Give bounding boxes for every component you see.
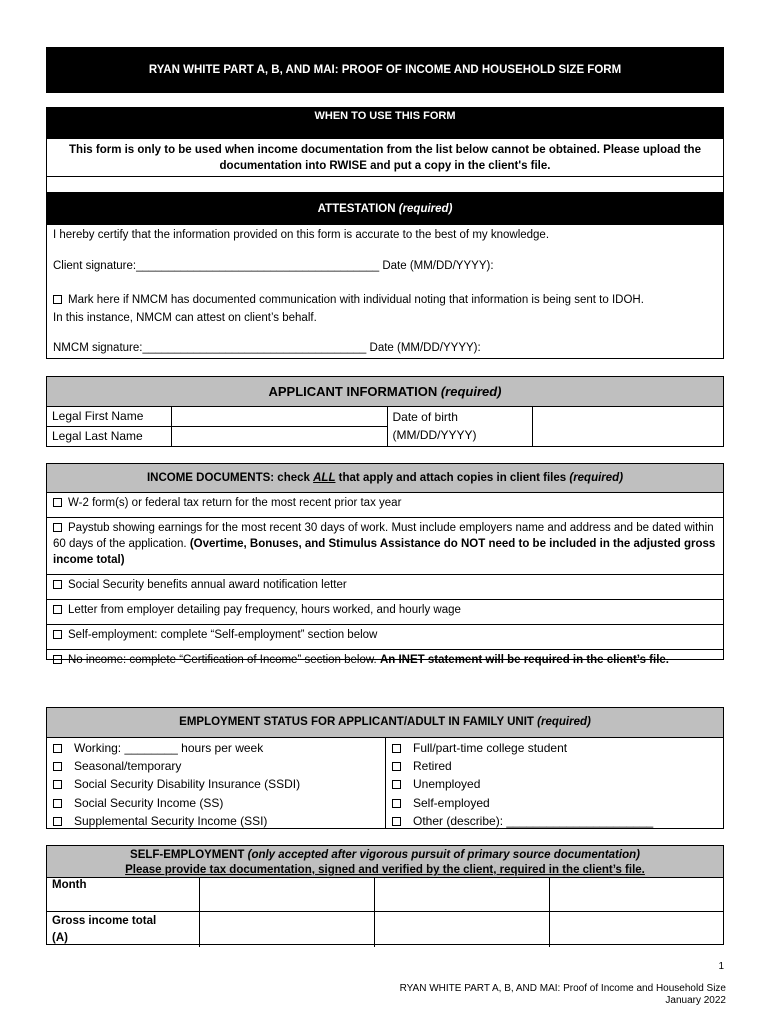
month-cell[interactable]: [374, 877, 549, 911]
option-label: Seasonal/temporary: [74, 759, 182, 774]
option-label: Social Security Income (SS): [74, 795, 224, 810]
when-to-use-header: [47, 108, 723, 139]
income-item-ss[interactable]: [47, 574, 723, 599]
employment-option[interactable]: [392, 739, 722, 757]
month-cell[interactable]: [549, 877, 723, 911]
paystub-checkbox[interactable]: [53, 523, 62, 532]
dob-label-line2: (MM/DD/YYYY): [392, 428, 477, 442]
employment-option[interactable]: [392, 812, 722, 830]
nmcm-checkbox[interactable]: [53, 295, 62, 304]
checkbox-icon[interactable]: [53, 799, 62, 808]
checkbox-icon[interactable]: [392, 817, 401, 826]
nmcm-check-text-2: In this instance, NMCM can attest on client’s behalf.: [53, 312, 317, 324]
option-label: Unemployed: [413, 777, 481, 792]
first-name-field[interactable]: [171, 406, 387, 426]
option-label: Other (describe): ______________________: [413, 813, 654, 828]
page-number: 1: [718, 961, 724, 972]
attestation-title: ATTESTATION: [317, 203, 396, 215]
when-to-use-section: [46, 107, 724, 193]
self-employment-section: [46, 845, 724, 945]
employment-option[interactable]: [392, 775, 722, 793]
when-to-use-title: WHEN TO USE THIS FORM: [314, 110, 456, 122]
option-label: Self-employed: [413, 795, 490, 810]
checkbox-icon[interactable]: [392, 762, 401, 771]
self-label: Self-employment: complete “Self-employment” section below: [68, 629, 378, 641]
income-required: (required): [569, 472, 624, 484]
footer-text: [300, 983, 726, 1007]
noincome-checkbox[interactable]: [53, 655, 62, 664]
attestation-required: (required): [398, 203, 453, 215]
applicant-title: APPLICANT INFORMATION: [268, 384, 438, 399]
w2-label: W-2 form(s) or federal tax return for the most recent prior tax year: [68, 497, 402, 509]
checkbox-icon[interactable]: [53, 744, 62, 753]
self-employment-instruction: Please provide tax documentation, signed and verified by the client, required in the client’s file.: [125, 864, 645, 876]
nmcm-signature-line[interactable]: NMCM signature:___________________________________ Date (MM/DD/YYYY):: [53, 342, 481, 354]
w2-checkbox[interactable]: [53, 498, 62, 507]
nmcm-checkbox-row[interactable]: [53, 292, 717, 308]
employment-option[interactable]: [53, 794, 383, 812]
income-item-self[interactable]: [47, 624, 723, 649]
letter-checkbox[interactable]: [53, 605, 62, 614]
applicant-header: [47, 377, 723, 407]
dob-label: [387, 406, 532, 446]
option-label: Working: ________ hours per week: [74, 741, 264, 755]
option-label: Retired: [413, 759, 452, 774]
self-employment-title: SELF-EMPLOYMENT: [130, 849, 245, 861]
checkbox-icon[interactable]: [53, 817, 62, 826]
income-title-all: ALL: [313, 472, 336, 484]
employment-option[interactable]: [53, 775, 383, 793]
first-name-label: Legal First Name: [47, 406, 171, 426]
certify-text: I hereby certify that the information provided on this form is accurate to the best of my knowledge.: [53, 229, 550, 241]
dob-field[interactable]: [532, 406, 723, 446]
employment-right-list: [392, 739, 722, 830]
employment-option[interactable]: [53, 739, 383, 757]
option-label: Supplemental Security Income (SSI): [74, 813, 268, 828]
employment-option[interactable]: [392, 794, 722, 812]
checkbox-icon[interactable]: [53, 762, 62, 771]
gross-income-cell[interactable]: [199, 911, 374, 947]
gross-income-cell[interactable]: [374, 911, 549, 947]
gross-income-label: [47, 911, 199, 947]
employment-option[interactable]: [53, 757, 383, 775]
ss-label: Social Security benefits annual award notification letter: [68, 579, 347, 591]
gross-income-label-line1: Gross income total: [52, 914, 157, 927]
income-item-letter[interactable]: [47, 599, 723, 624]
when-to-use-text: This form is only to be used when income documentation from the list below cannot be obtained. Please upload the documentation into RWISE and put a copy in the client's file.: [47, 139, 723, 177]
employment-option[interactable]: [392, 757, 722, 775]
self-employment-note: (only accepted after vigorous pursuit of primary source documentation): [247, 849, 640, 861]
footer-date: January 2022: [665, 995, 726, 1006]
gross-income-cell[interactable]: [549, 911, 723, 947]
employment-left-list: [53, 739, 383, 830]
income-header: [47, 464, 723, 492]
attestation-header: [47, 194, 723, 225]
checkbox-icon[interactable]: [392, 799, 401, 808]
employment-option[interactable]: [53, 812, 383, 830]
employment-title: EMPLOYMENT STATUS FOR APPLICANT/ADULT IN FAMILY UNIT: [179, 716, 534, 728]
last-name-label: Legal Last Name: [47, 426, 171, 446]
noincome-note: An INET statement will be required in the client’s file.: [379, 654, 669, 666]
employment-section: [46, 707, 724, 829]
applicant-required: (required): [440, 384, 502, 399]
footer-title: RYAN WHITE PART A, B, AND MAI: Proof of Income and Household Size: [399, 983, 726, 994]
income-title: INCOME DOCUMENTS: check: [146, 472, 314, 484]
month-label: Month: [47, 877, 199, 911]
gross-income-label-line2: (A): [52, 931, 68, 944]
checkbox-icon[interactable]: [53, 780, 62, 789]
attestation-section: [46, 193, 724, 359]
checkbox-icon[interactable]: [392, 744, 401, 753]
income-title-post: that apply and attach copies in client files: [335, 472, 570, 484]
client-signature-line[interactable]: Client signature:______________________________________ Date (MM/DD/YYYY):: [53, 260, 494, 272]
income-section: [46, 463, 724, 666]
nmcm-check-text: Mark here if NMCM has documented communication with individual noting that information is being sent to IDOH.: [68, 294, 644, 306]
dob-label-line1: Date of birth: [392, 410, 458, 424]
applicant-section: [46, 376, 724, 447]
income-item-w2[interactable]: [47, 492, 723, 517]
income-item-noincome[interactable]: [47, 649, 723, 691]
ss-checkbox[interactable]: [53, 580, 62, 589]
paystub-label: Paystub showing earnings for the most recent 30 days of work. Must include employers name and address and be dated within 60 days of the application.: [53, 522, 714, 550]
form-title: RYAN WHITE PART A, B, AND MAI: PROOF OF INCOME AND HOUSEHOLD SIZE FORM: [148, 64, 622, 76]
employment-required: (required): [537, 716, 591, 728]
month-cell[interactable]: [199, 877, 374, 911]
option-label: Full/part-time college student: [413, 741, 568, 755]
checkbox-icon[interactable]: [392, 780, 401, 789]
letter-label: Letter from employer detailing pay frequency, hours worked, and hourly wage: [68, 604, 461, 616]
employment-header: [47, 708, 723, 738]
option-label: Social Security Disability Insurance (SSDI): [74, 777, 301, 792]
paystub-note: (Overtime, Bonuses, and Stimulus Assistance do NOT need to be included in the adjusted gross income total): [53, 538, 716, 566]
last-name-field[interactable]: [171, 426, 387, 446]
noincome-label: No income: complete “Certification of Income” section below.: [68, 654, 377, 666]
income-item-paystub[interactable]: [47, 517, 723, 574]
self-employment-header: [47, 846, 723, 878]
form-title-banner: [46, 47, 724, 93]
self-checkbox[interactable]: [53, 630, 62, 639]
